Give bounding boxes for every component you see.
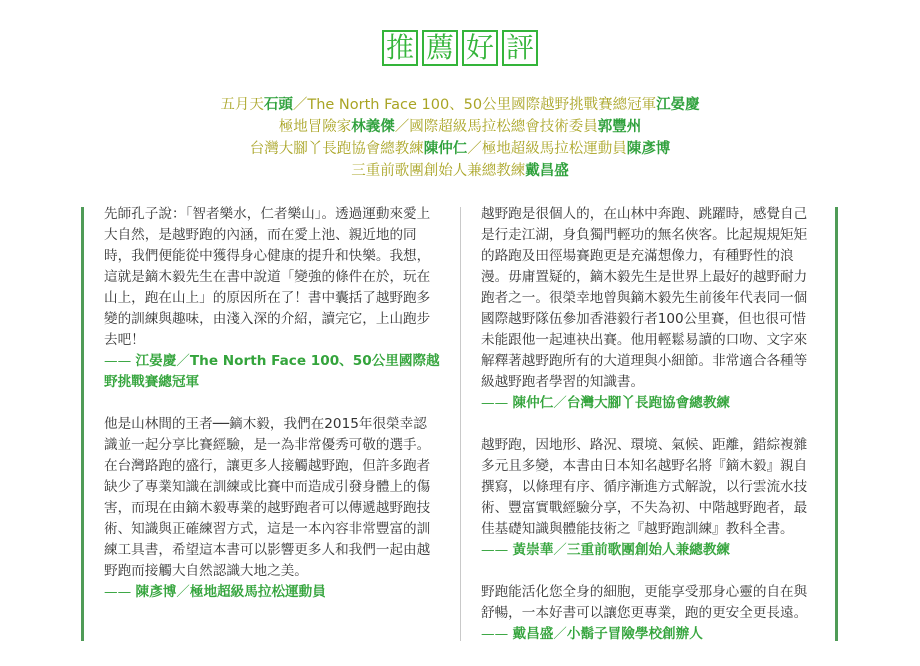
reviewer-name: 陳彥博 <box>135 584 177 600</box>
reviewer-role: 台灣大腳丫長跑協會總教練 <box>566 395 731 411</box>
frame-left-border <box>81 207 84 641</box>
endorser-line: 台灣大腳丫長跑協會總教練陳仲仁／極地超級馬拉松運動員陳彥博 <box>249 141 671 157</box>
endorser-name: 陳彥博 <box>626 141 671 157</box>
right-column <box>481 204 817 666</box>
review-signature: —— 陳彥博／極地超級馬拉松運動員 <box>104 584 326 600</box>
reviewer-role: 小鬍子冒險學校創辦人 <box>566 626 703 642</box>
column-divider <box>460 207 461 641</box>
endorser-line: 三重前歌團創始人兼總教練戴昌盛 <box>351 163 569 179</box>
reviewer-name: 戴昌盛 <box>512 626 554 642</box>
reviewer-role: 極地超級馬拉松運動員 <box>189 584 326 600</box>
review-signature: —— 黃崇華／三重前歌團創始人兼總教練 <box>481 542 731 558</box>
title-char: 好 <box>462 30 498 66</box>
endorser-name: 林義傑 <box>351 119 395 135</box>
page-title <box>0 30 920 66</box>
endorser-name: 石頭 <box>263 97 293 113</box>
review-text: 先師孔子說：「智者樂水，仁者樂山」。透過運動來愛上大自然，是越野跑的內涵，而在愛上池、親近地的同時，我們便能從中獲得身心健康的提升和快樂。我想，這就是鏑木毅先生在書中說道「變強的條件在於，玩在山上，跑在山上」的原因所在了！書中囊括了越野跑多變的訓練與趣味，由淺入深的介紹，讀完它，上山跑步去吧！ <box>104 206 431 348</box>
reviewer-name: 黃崇華 <box>512 542 554 558</box>
title-char: 薦 <box>422 30 458 66</box>
title-char: 推 <box>382 30 418 66</box>
reviewer-role: 三重前歌團創始人兼總教練 <box>566 542 731 558</box>
endorser-line: 極地冒險家林義傑／國際超級馬拉松總會技術委員郭豐州 <box>278 119 642 135</box>
review-text: 越野跑，因地形、路況、環境、氣候、距離，錯綜複雜多元且多變，本書由日本知名越野名將『鏑木毅』親自撰寫，以條理有序、循序漸進方式解說，以行雲流水技術、豐富實戰經驗分享，不失為初、中階越野跑者，最佳基礎知識與體能技術之『越野跑訓練』教科全書。 <box>481 437 808 537</box>
frame-right-border <box>835 207 838 641</box>
title-char: 評 <box>502 30 538 66</box>
endorser-line: 五月天石頭／The North Face 100、50公里國際越野挑戰賽總冠軍江晏慶 <box>220 97 700 113</box>
reviewer-role: The North Face 100、50公里國際越野挑戰賽總冠軍 <box>104 353 440 390</box>
review-text: 野跑能活化您全身的細胞，更能享受那身心靈的自在與舒暢，一本好書可以讓您更專業，跑的更安全更長遠。 <box>481 584 808 621</box>
review-text: 越野跑是很個人的，在山林中奔跑、跳躍時，感覺自己是行走江湖，身負獨門輕功的無名俠客。比起規規矩矩的路跑及田徑場賽跑更是充滿想像力，有種野性的浪漫。毋庸置疑的，鏑木毅先生是世界上最好的越野耐力跑者之一。很榮幸地曾與鏑木毅先生前後年代表同一個國際越野隊伍參加香港毅行者100公里賽，但也很可惜未能跟他一起連袂出賽。他用輕鬆易讀的口吻、文字來解釋著越野跑所有的大道理與小細節。非常適合各種等級越野跑者學習的知識書。 <box>481 206 808 390</box>
review-signature: —— 陳仲仁／台灣大腳丫長跑協會總教練 <box>481 395 731 411</box>
reviewer-name: 陳仲仁 <box>512 395 554 411</box>
endorser-name: 戴昌盛 <box>525 163 569 179</box>
review-text: 他是山林間的王者──鏑木毅，我們在2015年很榮幸認識並一起分享比賽經驗，是一為非常優秀可敬的選手。在台灣路跑的盛行，讓更多人接觸越野跑，但許多跑者缺少了專業知識在訓練或比賽中而造成引發身體上的傷害，而現在由鏑木毅專業的越野跑者可以傳遞越野跑技術、知識與正確練習方式，這是一本內容非常豐富的訓練工具書，希望這本書可以影響更多人和我們一起由越野跑而接觸大自然認識大地之美。 <box>104 416 431 579</box>
review-signature: —— 戴昌盛／小鬍子冒險學校創辦人 <box>481 626 703 642</box>
endorser-name: 江晏慶 <box>656 97 700 113</box>
reviewer-name: 江晏慶 <box>135 353 177 369</box>
review-signature: —— 江晏慶／The North Face 100、50公里國際越野挑戰賽總冠軍 <box>104 353 440 390</box>
endorser-name: 陳仲仁 <box>423 141 468 157</box>
endorser-name: 郭豐州 <box>597 119 642 135</box>
left-column <box>104 204 440 624</box>
endorser-list <box>0 94 920 182</box>
